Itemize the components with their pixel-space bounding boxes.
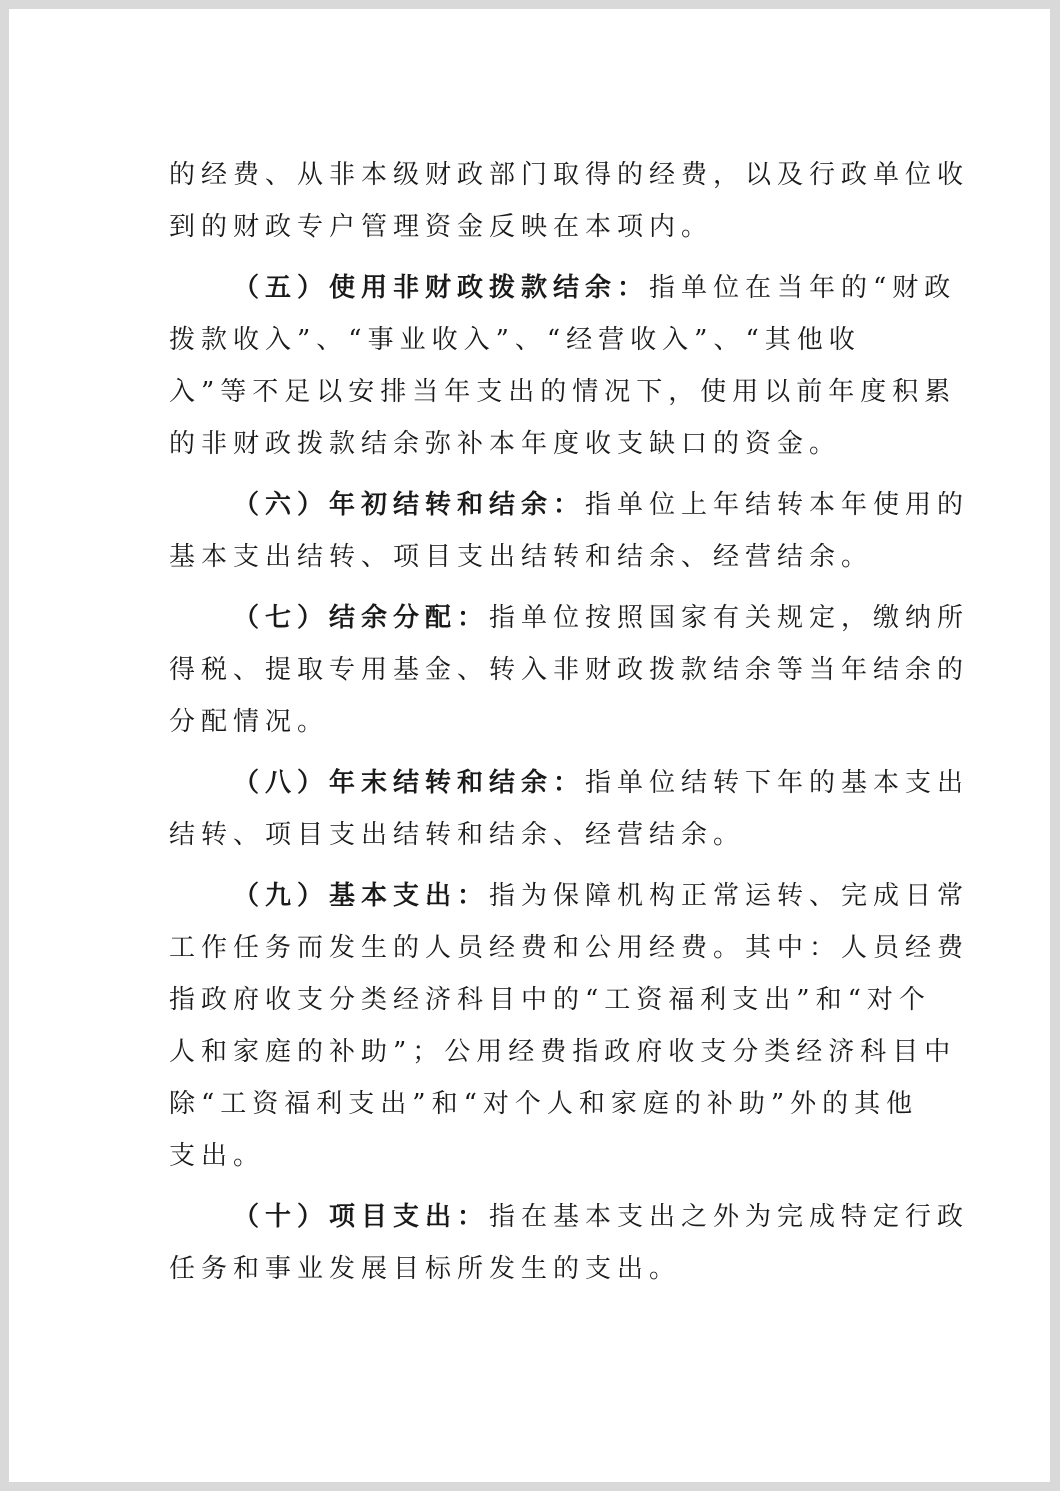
text-line: 分配情况。: [169, 707, 330, 737]
text-line: 指政府收支分类经济科目中的“工资福利支出”和“对个: [169, 985, 931, 1015]
text-line: 的经费、从非本级财政部门取得的经费，以及行政单位收: [169, 160, 970, 190]
text-line: 任务和事业发展目标所发生的支出。: [169, 1254, 682, 1284]
section-term: （五）使用非财政拨款结余：: [233, 273, 650, 303]
paragraph-section-6: [169, 479, 970, 583]
text-line: [169, 592, 970, 644]
text-line: 结转、项目支出结转和结余、经营结余。: [169, 820, 746, 850]
text-line: [169, 262, 957, 314]
section-term: （十）项目支出：: [233, 1202, 490, 1232]
section-text: 指为保障机构正常运转、完成日常: [489, 881, 970, 911]
text-line: [169, 479, 970, 531]
text-line: 拨款收入”、“事业收入”、“经营收入”、“其他收: [169, 325, 861, 355]
paragraph-section-5: [169, 262, 957, 470]
paragraph-section-8: [169, 757, 970, 861]
paragraph-section-7: [169, 592, 970, 748]
section-term: （九）基本支出：: [233, 881, 490, 911]
text-line: 得税、提取专用基金、转入非财政拨款结余等当年结余的: [169, 655, 970, 685]
document-page: [9, 9, 1050, 1482]
text-line: 支出。: [169, 1141, 266, 1171]
text-line: [169, 1191, 970, 1243]
paragraph-continuation: [169, 149, 970, 253]
section-text: 指单位在当年的“财政: [649, 273, 957, 303]
section-term: （六）年初结转和结余：: [233, 490, 586, 520]
text-line: [169, 870, 970, 922]
text-line: 入”等不足以安排当年支出的情况下，使用以前年度积累: [169, 377, 957, 407]
text-line: 工作任务而发生的人员经费和公用经费。其中：人员经费: [169, 933, 970, 963]
text-line: 的非财政拨款结余弥补本年度收支缺口的资金。: [169, 429, 842, 459]
section-term: （七）结余分配：: [233, 603, 490, 633]
text-line: 人和家庭的补助”；公用经费指政府收支分类经济科目中: [169, 1037, 957, 1067]
document-body: [169, 149, 970, 1295]
section-text: 指单位上年结转本年使用的: [585, 490, 970, 520]
text-line: 基本支出结转、项目支出结转和结余、经营结余。: [169, 542, 874, 572]
section-term: （八）年末结转和结余：: [233, 768, 586, 798]
text-line: 到的财政专户管理资金反映在本项内。: [169, 212, 714, 242]
paragraph-section-9: [169, 870, 970, 1182]
section-text: 指单位结转下年的基本支出: [585, 768, 970, 798]
paragraph-section-10: [169, 1191, 970, 1295]
text-line: [169, 757, 970, 809]
section-text: 指单位按照国家有关规定，缴纳所: [489, 603, 970, 633]
text-line: 除“工资福利支出”和“对个人和家庭的补助”外的其他: [169, 1089, 919, 1119]
section-text: 指在基本支出之外为完成特定行政: [489, 1202, 970, 1232]
